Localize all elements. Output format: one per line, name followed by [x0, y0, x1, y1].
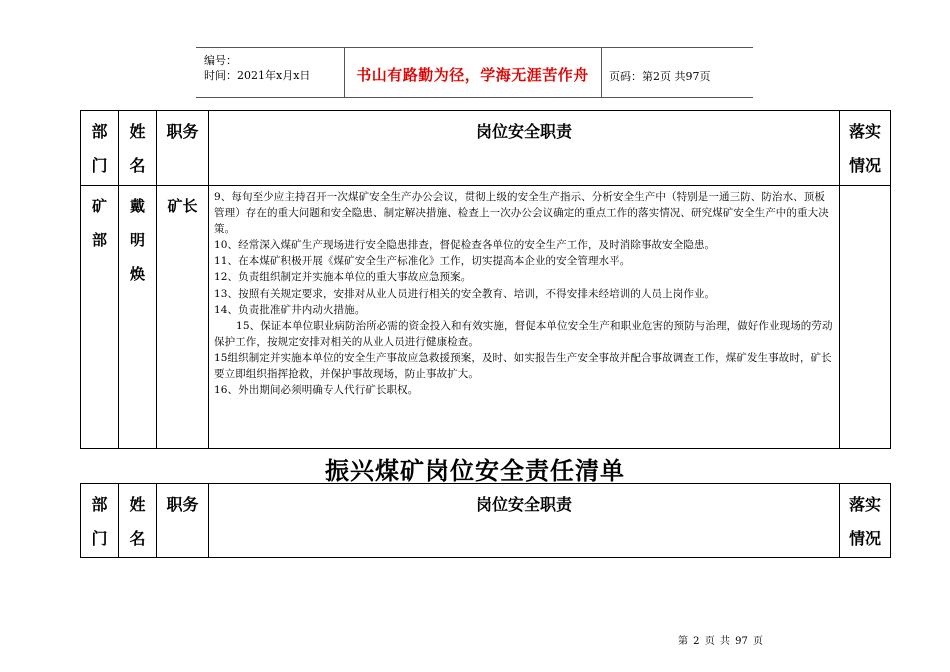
duty-item: 9、每旬至少应主持召开一次煤矿安全生产办公会议，贯彻上级的安全生产指示、分析安全生产中（特别是一通三防、防治水、顶板管理）存在的重大问题和安全隐患、制定解决措施、检查上一次办公会议确定的重点工作的落实情况、研究煤矿安全生产中的重大决策。 [214, 191, 829, 236]
duty-table-1 [80, 110, 891, 449]
dept-cell: 矿部 [81, 186, 119, 449]
document-title: 振兴煤矿岗位安全责任清单 [325, 457, 625, 485]
header-position: 职务 [157, 484, 209, 558]
duty-item: 10、经常深入煤矿生产现场进行安全隐患排查，督促检查各单位的安全生产工作，及时消除事故安全隐患。 [214, 239, 716, 252]
duty-item: 13、按照有关规定要求，安排对从业人员进行相关的安全教育、培训，不得安排未经培训的人员上岗作业。 [214, 287, 716, 300]
header-done: 落实情况 [840, 484, 891, 558]
position-cell: 矿长 [157, 186, 209, 449]
duty-table-2 [80, 483, 891, 558]
duty-item: 16、外出期间必须明确专人代行矿长职权。 [214, 384, 419, 397]
time-label: 时间：2021年x月x日 [204, 69, 311, 82]
header-dept: 部门 [81, 484, 119, 558]
duty-item: 15组织制定并实施本单位的安全生产事故应急救援预案，及时、如实报告生产安全事故并配合事故调查工作，煤矿发生事故时，矿长要立即组织指挥抢救，并保护事故现场，防止事故扩大。 [214, 351, 832, 381]
table-header-row [81, 484, 891, 558]
header-duty: 岗位安全职责 [209, 484, 840, 558]
header-duty: 岗位安全职责 [209, 111, 840, 186]
header-dept: 部门 [81, 111, 119, 186]
motto-text: 书山有路勤为径，学海无涯苦作舟 [356, 66, 589, 84]
header-motto-cell [344, 48, 602, 97]
name-cell: 戴明焕 [119, 186, 157, 449]
header-name: 姓名 [119, 111, 157, 186]
table-header-row [81, 111, 891, 186]
page-footer: 第 2 页 共 97 页 [678, 636, 763, 647]
page-label: 页码：第2页 共97页 [609, 70, 711, 83]
done-cell [840, 186, 891, 449]
header-position: 职务 [157, 111, 209, 186]
duties-cell [209, 186, 840, 449]
header-name: 姓名 [119, 484, 157, 558]
duty-item: 15、保证本单位职业病防治所必需的资金投入和有效实施，督促本单位安全生产和职业危害的预防与治理，做好作业现场的劳动保护工作，按规定安排对相关的从业人员进行健康检查。 [214, 319, 833, 348]
header-info-cell [196, 48, 345, 97]
table-row [81, 186, 891, 449]
number-label: 编号： [204, 54, 237, 67]
header-done: 落实情况 [840, 111, 891, 186]
duty-item: 14、负责批准矿井内动火措施。 [214, 303, 366, 316]
duty-item: 11、在本煤矿积极开展《煤矿安全生产标准化》工作，切实提高本企业的安全管理水平。 [214, 255, 631, 268]
page-header [196, 47, 753, 98]
header-page-cell [601, 48, 753, 97]
duty-item: 12、负责组织制定并实施本单位的重大事故应急预案。 [214, 271, 472, 284]
